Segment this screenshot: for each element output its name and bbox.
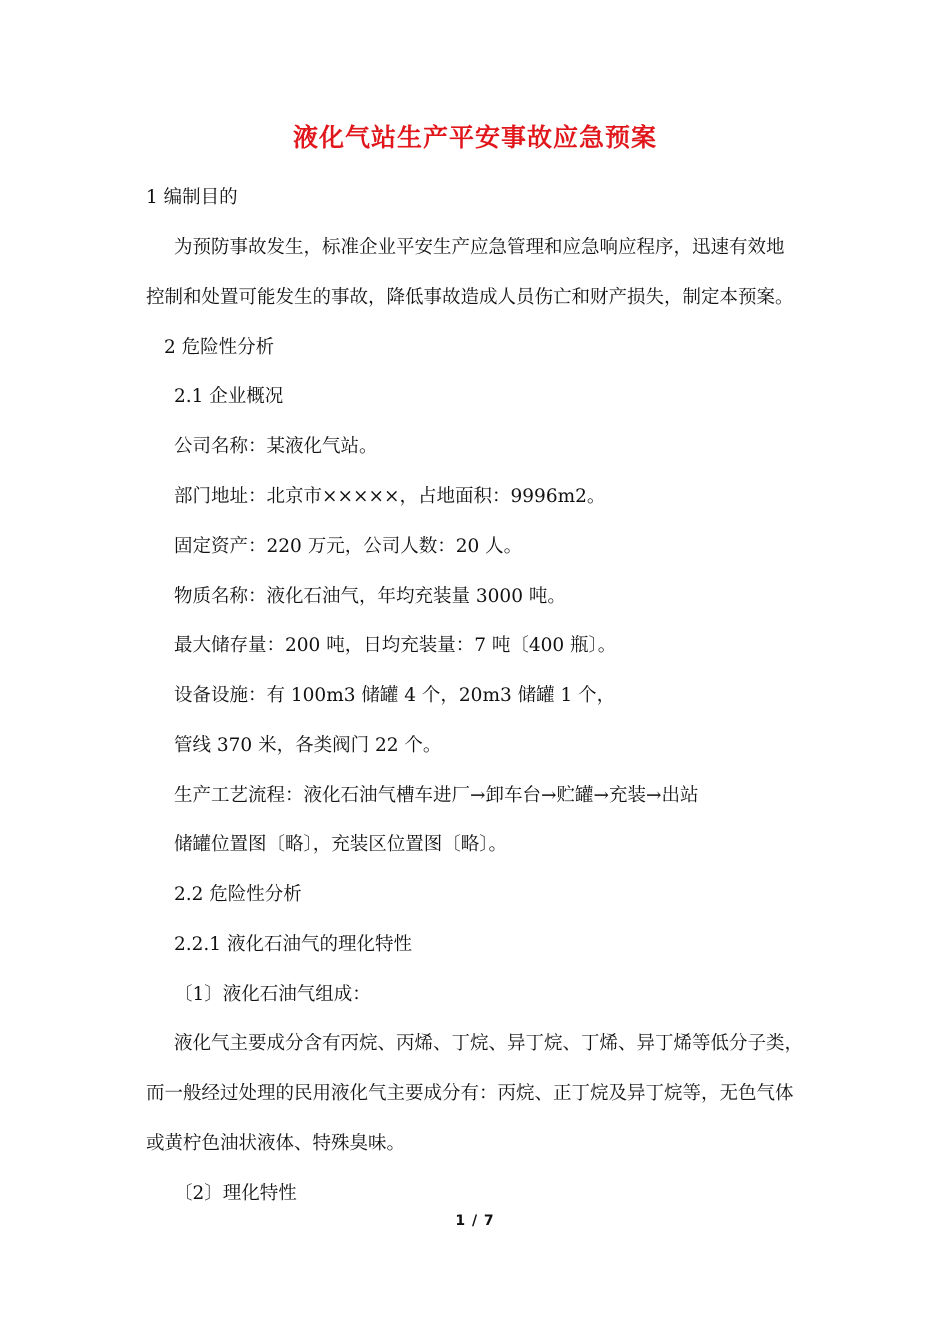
sub-item-heading: 〔1〕液化石油气组成： — [174, 984, 371, 1005]
paragraph-line: 生产工艺流程：液化石油气槽车进厂→卸车台→贮罐→充装→出站 — [174, 785, 699, 806]
paragraph-line: 设备设施：有 100m3 储罐 4 个，20m3 储罐 1 个， — [174, 685, 616, 706]
paragraph-line: 而一般经过处理的民用液化气主要成分有：丙烷、正丁烷及异丁烷等，无色气体 — [146, 1083, 794, 1104]
paragraph-line: 或黄柠色油状液体、特殊臭味。 — [146, 1133, 406, 1154]
paragraph-line: 液化气主要成分含有丙烷、丙烯、丁烷、异丁烷、丁烯、异丁烯等低分子类， — [174, 1033, 804, 1054]
heading-1: 1 编制目的 — [146, 187, 238, 208]
heading-2-2-1: 2.2.1 液化石油气的理化特性 — [174, 934, 412, 955]
heading-2-1: 2.1 企业概况 — [174, 386, 284, 407]
heading-2: 2 危险性分析 — [164, 337, 275, 358]
paragraph-line: 储罐位置图〔略〕，充装区位置图〔略〕。 — [174, 834, 508, 855]
paragraph-line: 固定资产：220 万元，公司人数：20 人。 — [174, 536, 523, 557]
document-title: 液化气站生产平安事故应急预案 — [292, 123, 657, 152]
paragraph-line: 为预防事故发生，标准企业平安生产应急管理和应急响应程序，迅速有效地 — [174, 237, 785, 258]
paragraph-line: 控制和处置可能发生的事故，降低事故造成人员伤亡和财产损失，制定本预案。 — [146, 287, 794, 308]
paragraph-line: 部门地址：北京市×××××，占地面积：9996m2。 — [174, 486, 606, 507]
paragraph-line: 物质名称：液化石油气，年均充装量 3000 吨。 — [174, 586, 566, 607]
paragraph-line: 最大储存量：200 吨，日均充装量：7 吨〔400 瓶〕。 — [174, 635, 617, 656]
heading-2-2: 2.2 危险性分析 — [174, 884, 302, 905]
sub-item-heading: 〔2〕理化特性 — [174, 1183, 297, 1204]
paragraph-line: 管线 370 米，各类阀门 22 个。 — [174, 735, 442, 756]
paragraph-line: 公司名称：某液化气站。 — [174, 436, 378, 457]
page-indicator: 1 / 7 — [455, 1213, 495, 1229]
